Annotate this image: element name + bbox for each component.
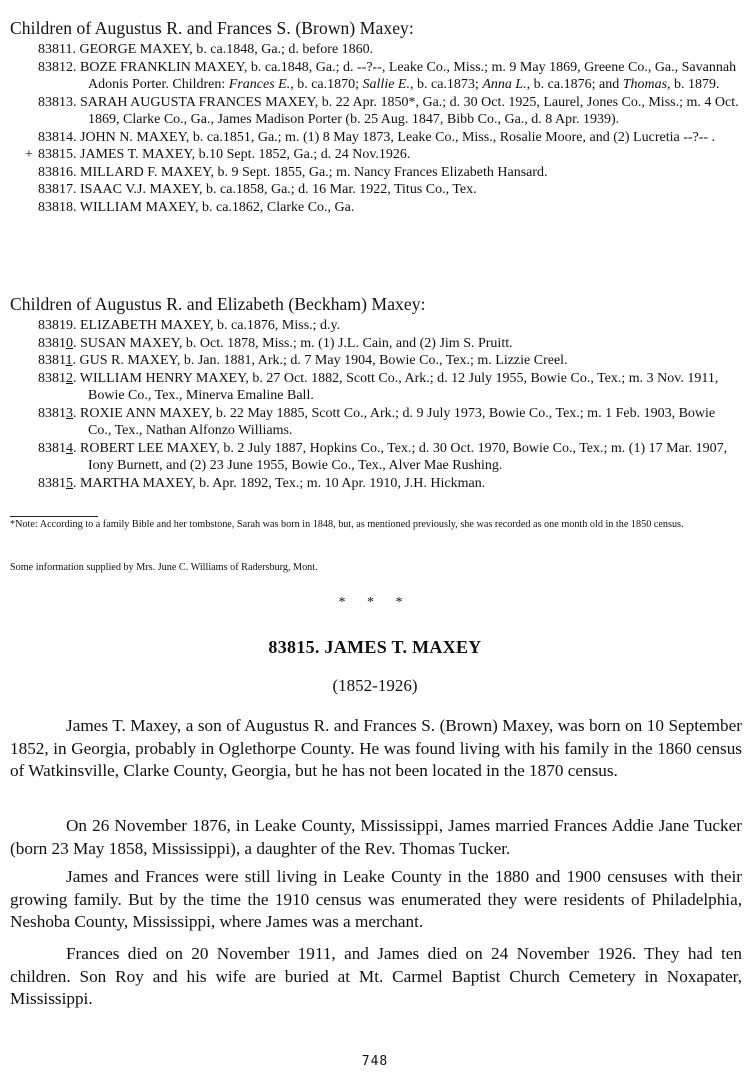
section-separator: * * * [338,595,412,610]
footnote: *Note: According to a family Bible and her tombstone, Sarah was born in 1848, but, as mentioned previously, she was recorded as one month old in the 1850 census. [10,519,684,530]
biography-paragraph: On 26 November 1876, in Leake County, Mississippi, James married Frances Addie Jane Tucker (born 23 May 1858, Mississippi), a daughter of the Rev. Thomas Tucker. [10,816,742,858]
list-item: 83814. ROBERT LEE MAXEY, b. 2 July 1887, Hopkins Co., Tex.; d. 30 Oct. 1970, Bowie Co., Tex.; m. (1) 17 Mar. 1907, Iony Burnett, and (2) 23 June 1955, Bowie Co., Tex., Alver Mae Rushing. [38,440,728,473]
list-item: 83817. ISAAC V.J. MAXEY, b. ca.1858, Ga.; d. 16 Mar. 1922, Titus Co., Tex. [38,182,477,197]
source-note: Some information supplied by Mrs. June C. Williams of Radersburg, Mont. [10,562,318,573]
list-item: 83813. SARAH AUGUSTA FRANCES MAXEY, b. 22 Apr. 1850*, Ga.; d. 30 Oct. 1925, Laurel, Jones Co., Miss.; m. 4 Oct. 1869, Clarke Co., Ga., James Madison Porter (b. 25 Aug. 1847, Bibb Co., Ga., d. 8 Apr. 1939). [38,94,739,127]
list-item: 83810. SUSAN MAXEY, b. Oct. 1878, Miss.; m. (1) J.L. Cain, and (2) Jim S. Pruitt. [38,335,513,351]
continued-lineage-marker: + [25,147,33,162]
list-item: 83811. GEORGE MAXEY, b. ca.1848, Ga.; d. before 1860. [38,42,374,57]
list-item: 83812. WILLIAM HENRY MAXEY, b. 27 Oct. 1882, Scott Co., Ark.; d. 12 July 1955, Bowie Co., Tex.; m. 3 Nov. 1911, Bowie Co., Tex., Minerva Emaline Ball. [38,370,719,403]
page-title: 83815. JAMES T. MAXEY [268,637,482,657]
life-years: (1852-1926) [332,676,418,695]
list-item: 83815. MARTHA MAXEY, b. Apr. 1892, Tex.; m. 10 Apr. 1910, J.H. Hickman. [38,475,486,491]
section-heading-beckham: Children of Augustus R. and Elizabeth (Beckham) Maxey: [10,294,426,314]
page-number: 748 [361,1054,389,1069]
list-item: 83816. MILLARD F. MAXEY, b. 9 Sept. 1855, Ga.; m. Nancy Frances Elizabeth Hansard. [38,164,548,180]
children-list-beckham [0,317,750,492]
list-item: 83818. WILLIAM MAXEY, b. ca.1862, Clarke Co., Ga. [38,199,355,215]
biography-paragraph: James T. Maxey, a son of Augustus R. and Frances S. (Brown) Maxey, was born on 10 September 1852, in Georgia, probably in Oglethorpe County. He was found living with his family in the 1860 census of Watkinsville, Clarke County, Georgia, but he has not been located in the 1870 census. [10,716,742,780]
list-item: 83813. ROXIE ANN MAXEY, b. 22 May 1885, Scott Co., Ark.; d. 9 July 1973, Bowie Co., Tex.; m. 1 Feb. 1903, Bowie Co., Tex., Nathan Alfonzo Williams. [38,405,716,438]
list-item: 83812. BOZE FRANKLIN MAXEY, b. ca.1848, Ga.; d. --?--, Leake Co., Miss.; m. 9 May 1869, Greene Co., Ga., Savannah Adonis Porter. Children: Frances E., b. ca.1870; Sallie E., b. ca.1873; Anna L., b. ca.1876; and Thomas, b. 1879. [38,59,737,92]
biography-paragraph: James and Frances were still living in Leake County in the 1880 and 1900 censuses with their growing family. But by the time the 1910 census was enumerated they were residents of Philadelphia, Neshoba County, Mississippi, where James was a merchant. [10,867,742,931]
children-list-brown [0,41,750,216]
list-item: 83811. GUS R. MAXEY, b. Jan. 1881, Ark.; d. 7 May 1904, Bowie Co., Tex.; m. Lizzie Creel. [38,353,568,368]
section-heading-brown: Children of Augustus R. and Frances S. (Brown) Maxey: [10,18,414,38]
list-item: 83819. ELIZABETH MAXEY, b. ca.1876, Miss.; d.y. [38,318,341,333]
biography-paragraph: Frances died on 20 November 1911, and James died on 24 November 1926. They had ten children. Son Roy and his wife are buried at Mt. Carmel Baptist Church Cemetery in Noxapater, Mississippi. [10,944,742,1008]
list-item: 83814. JOHN N. MAXEY, b. ca.1851, Ga.; m. (1) 8 May 1873, Leake Co., Miss., Rosalie Moore, and (2) Lucretia --?-- . [38,129,716,145]
list-item: + 83815. JAMES T. MAXEY, b.10 Sept. 1852, Ga.; d. 24 Nov.1926. [25,147,411,162]
